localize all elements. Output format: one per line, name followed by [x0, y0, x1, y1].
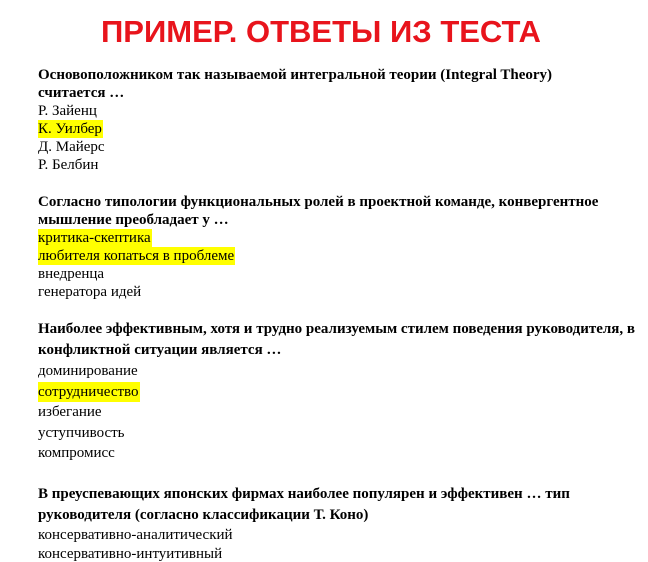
answer-option: компромисс	[38, 445, 115, 461]
question-block-1	[38, 66, 644, 174]
question-block-3	[38, 319, 644, 464]
answer-list	[38, 229, 644, 301]
answer-option: консервативно-аналитический	[38, 526, 233, 543]
answer-option: внедренца	[38, 266, 105, 282]
question-block-4	[38, 484, 644, 562]
answer-option-highlighted: любителя копаться в проблеме	[38, 248, 235, 264]
answer-option: избегание	[38, 404, 102, 420]
answer-option: Д. Майерс	[38, 139, 105, 155]
page-title: ПРИМЕР. ОТВЕТЫ ИЗ ТЕСТА	[101, 14, 541, 49]
answer-option-highlighted: сотрудничество	[38, 382, 140, 403]
answer-list	[38, 526, 644, 562]
answer-option: доминирование	[38, 363, 138, 379]
answer-list	[38, 361, 644, 464]
question-text: Основоположником так называемой интегральной теории (Integral Theory) считается …	[38, 67, 553, 101]
answer-option: уступчивость	[38, 424, 125, 441]
answer-option-highlighted: критика-скептика	[38, 230, 151, 246]
question-text: В преуспевающих японских фирмах наиболее популярен и эффективен … тип руководителя (согласно классификации Т. Коно)	[38, 485, 570, 523]
answer-option: генератора идей	[38, 284, 142, 300]
answer-option: Р. Зайенц	[38, 103, 97, 119]
question-text: Согласно типологии функциональных ролей в проектной команде, конвергентное мышление преобладает у …	[38, 194, 599, 228]
question-text: Наиболее эффективным, хотя и трудно реализуемым стилем поведения руководителя, в конфликтной ситуации является …	[38, 321, 636, 358]
answer-option: Р. Белбин	[38, 157, 99, 173]
answer-option: консервативно-интуитивный	[38, 545, 223, 562]
question-block-2	[38, 193, 644, 301]
test-answers	[38, 66, 644, 562]
answer-option-highlighted: К. Уилбер	[38, 121, 102, 137]
answer-list	[38, 102, 644, 174]
